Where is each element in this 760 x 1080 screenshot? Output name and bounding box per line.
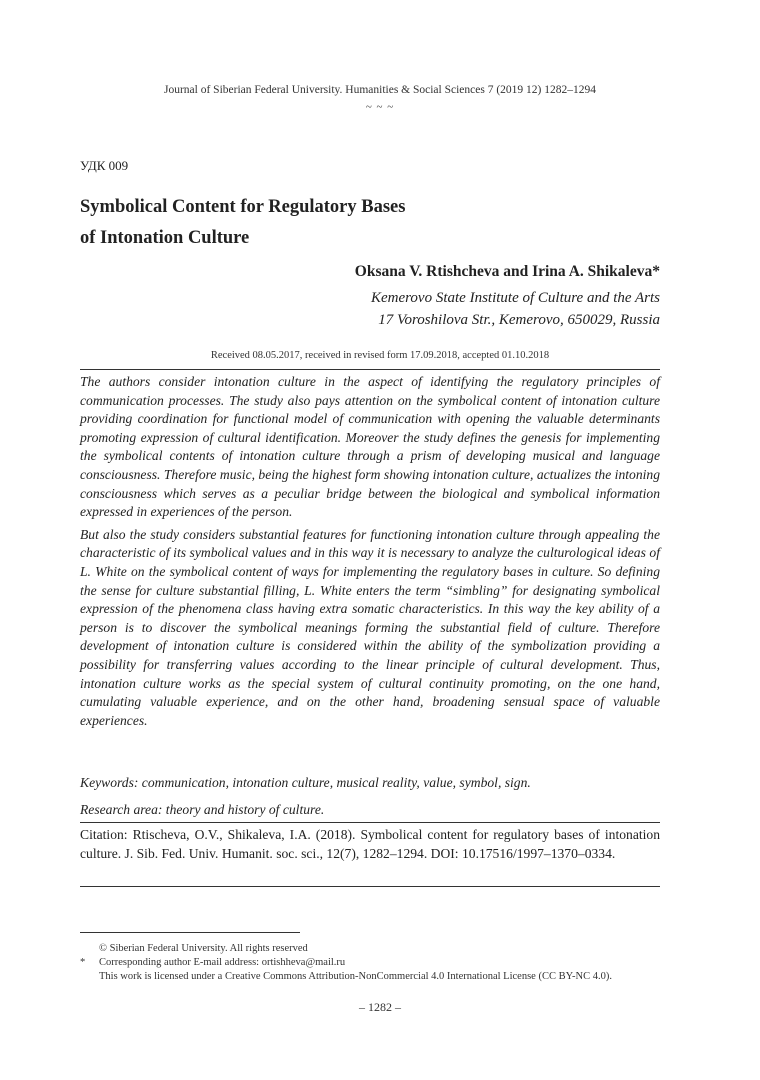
research-area: Research area: theory and history of culture. bbox=[80, 802, 325, 817]
abstract-paragraph-2: But also the study considers substantial features for functioning intonation culture through appealing the characteristic of its symbolical values and in this way it is necessary to analyze the culturological ideas of L. White on the symbolical content of ways for implementing the regulatory bases in culture. So defining the sense for culture substantial filling, L. White enters the term “simbling” for designating symbolical expression of the phenomena class having extra somatic characteristics. In this way the key ability of a person is to discover the symbolical meanings forming the substantial field of culture. Therefore development of intonation culture is considered within the ability of the symbolization providing a possibility for transferring values according to the linear principle of cultural development. Thus, intonation culture works as the special system of cultural continuity promoting, on the one hand, cumulating valuable experience, and on the other hand, broadening sensual space of valuable experiences. bbox=[80, 526, 660, 728]
affiliation bbox=[371, 287, 660, 331]
affiliation-line-1: Kemerovo State Institute of Culture and the Arts bbox=[371, 290, 660, 306]
citation-top-rule bbox=[80, 822, 660, 823]
footnote-copyright: © Siberian Federal University. All rights reserved bbox=[99, 943, 308, 954]
footnote-rule bbox=[80, 932, 300, 933]
affiliation-line-2: 17 Voroshilova Str., Kemerovo, 650029, Russia bbox=[378, 312, 660, 328]
corresponding-email-link[interactable]: Corresponding author E-mail address: ortishheva@mail.ru bbox=[99, 957, 346, 968]
footnote-corresponding bbox=[80, 956, 680, 970]
abstract bbox=[80, 373, 660, 734]
paper-title bbox=[80, 192, 600, 254]
authors: Oksana V. Rtishcheva and Irina A. Shikaleva* bbox=[354, 263, 660, 280]
udk-code: УДК 009 bbox=[80, 158, 129, 173]
citation: Citation: Rtischeva, O.V., Shikaleva, I.A. (2018). Symbolical content for regulatory bases of intonation culture. J. Sib. Fed. Univ. Humanit. soc. sci., 12(7), 1282–1294. DOI: 10.17516/1997–1370–0334. bbox=[80, 827, 660, 861]
abstract-paragraph-1: The authors consider intonation culture in the aspect of identifying the regulatory principles of communication processes. The study also pays attention on the symbolical content of intonation culture providing coordination for functional model of communication with opening the valuable determinants promoting expression of cultural identification. Moreover the study defines the genesis for implementing the symbolical contents of intonation culture through a prism of developing musical and language consciousness. Therefore music, being the highest form showing intonation culture, actualizes the intoning consciousness which serves as a peculiar bridge between the biological and symbolical information expressed in experiences of the person. bbox=[80, 374, 660, 520]
footnote-license: This work is licensed under a Creative Commons Attribution-NonCommercial 4.0 International License (CC BY-NC 4.0). bbox=[99, 971, 612, 982]
title-line-1: Symbolical Content for Regulatory Bases bbox=[80, 197, 406, 217]
keywords: Keywords: communication, intonation culture, musical reality, value, symbol, sign. bbox=[80, 775, 531, 790]
received-dates: Received 08.05.2017, received in revised form 17.09.2018, accepted 01.10.2018 bbox=[210, 350, 550, 361]
page-number: – 1282 – bbox=[359, 1000, 401, 1014]
abstract-top-rule bbox=[80, 369, 660, 370]
journal-header: Journal of Siberian Federal University. Humanities & Social Sciences 7 (2019 12) 1282–1294 bbox=[163, 84, 597, 96]
title-line-2: of Intonation Culture bbox=[80, 228, 250, 248]
citation-bottom-rule bbox=[80, 886, 660, 887]
header-separator: ~ ~ ~ bbox=[365, 101, 395, 113]
asterisk-mark: * bbox=[80, 957, 86, 968]
